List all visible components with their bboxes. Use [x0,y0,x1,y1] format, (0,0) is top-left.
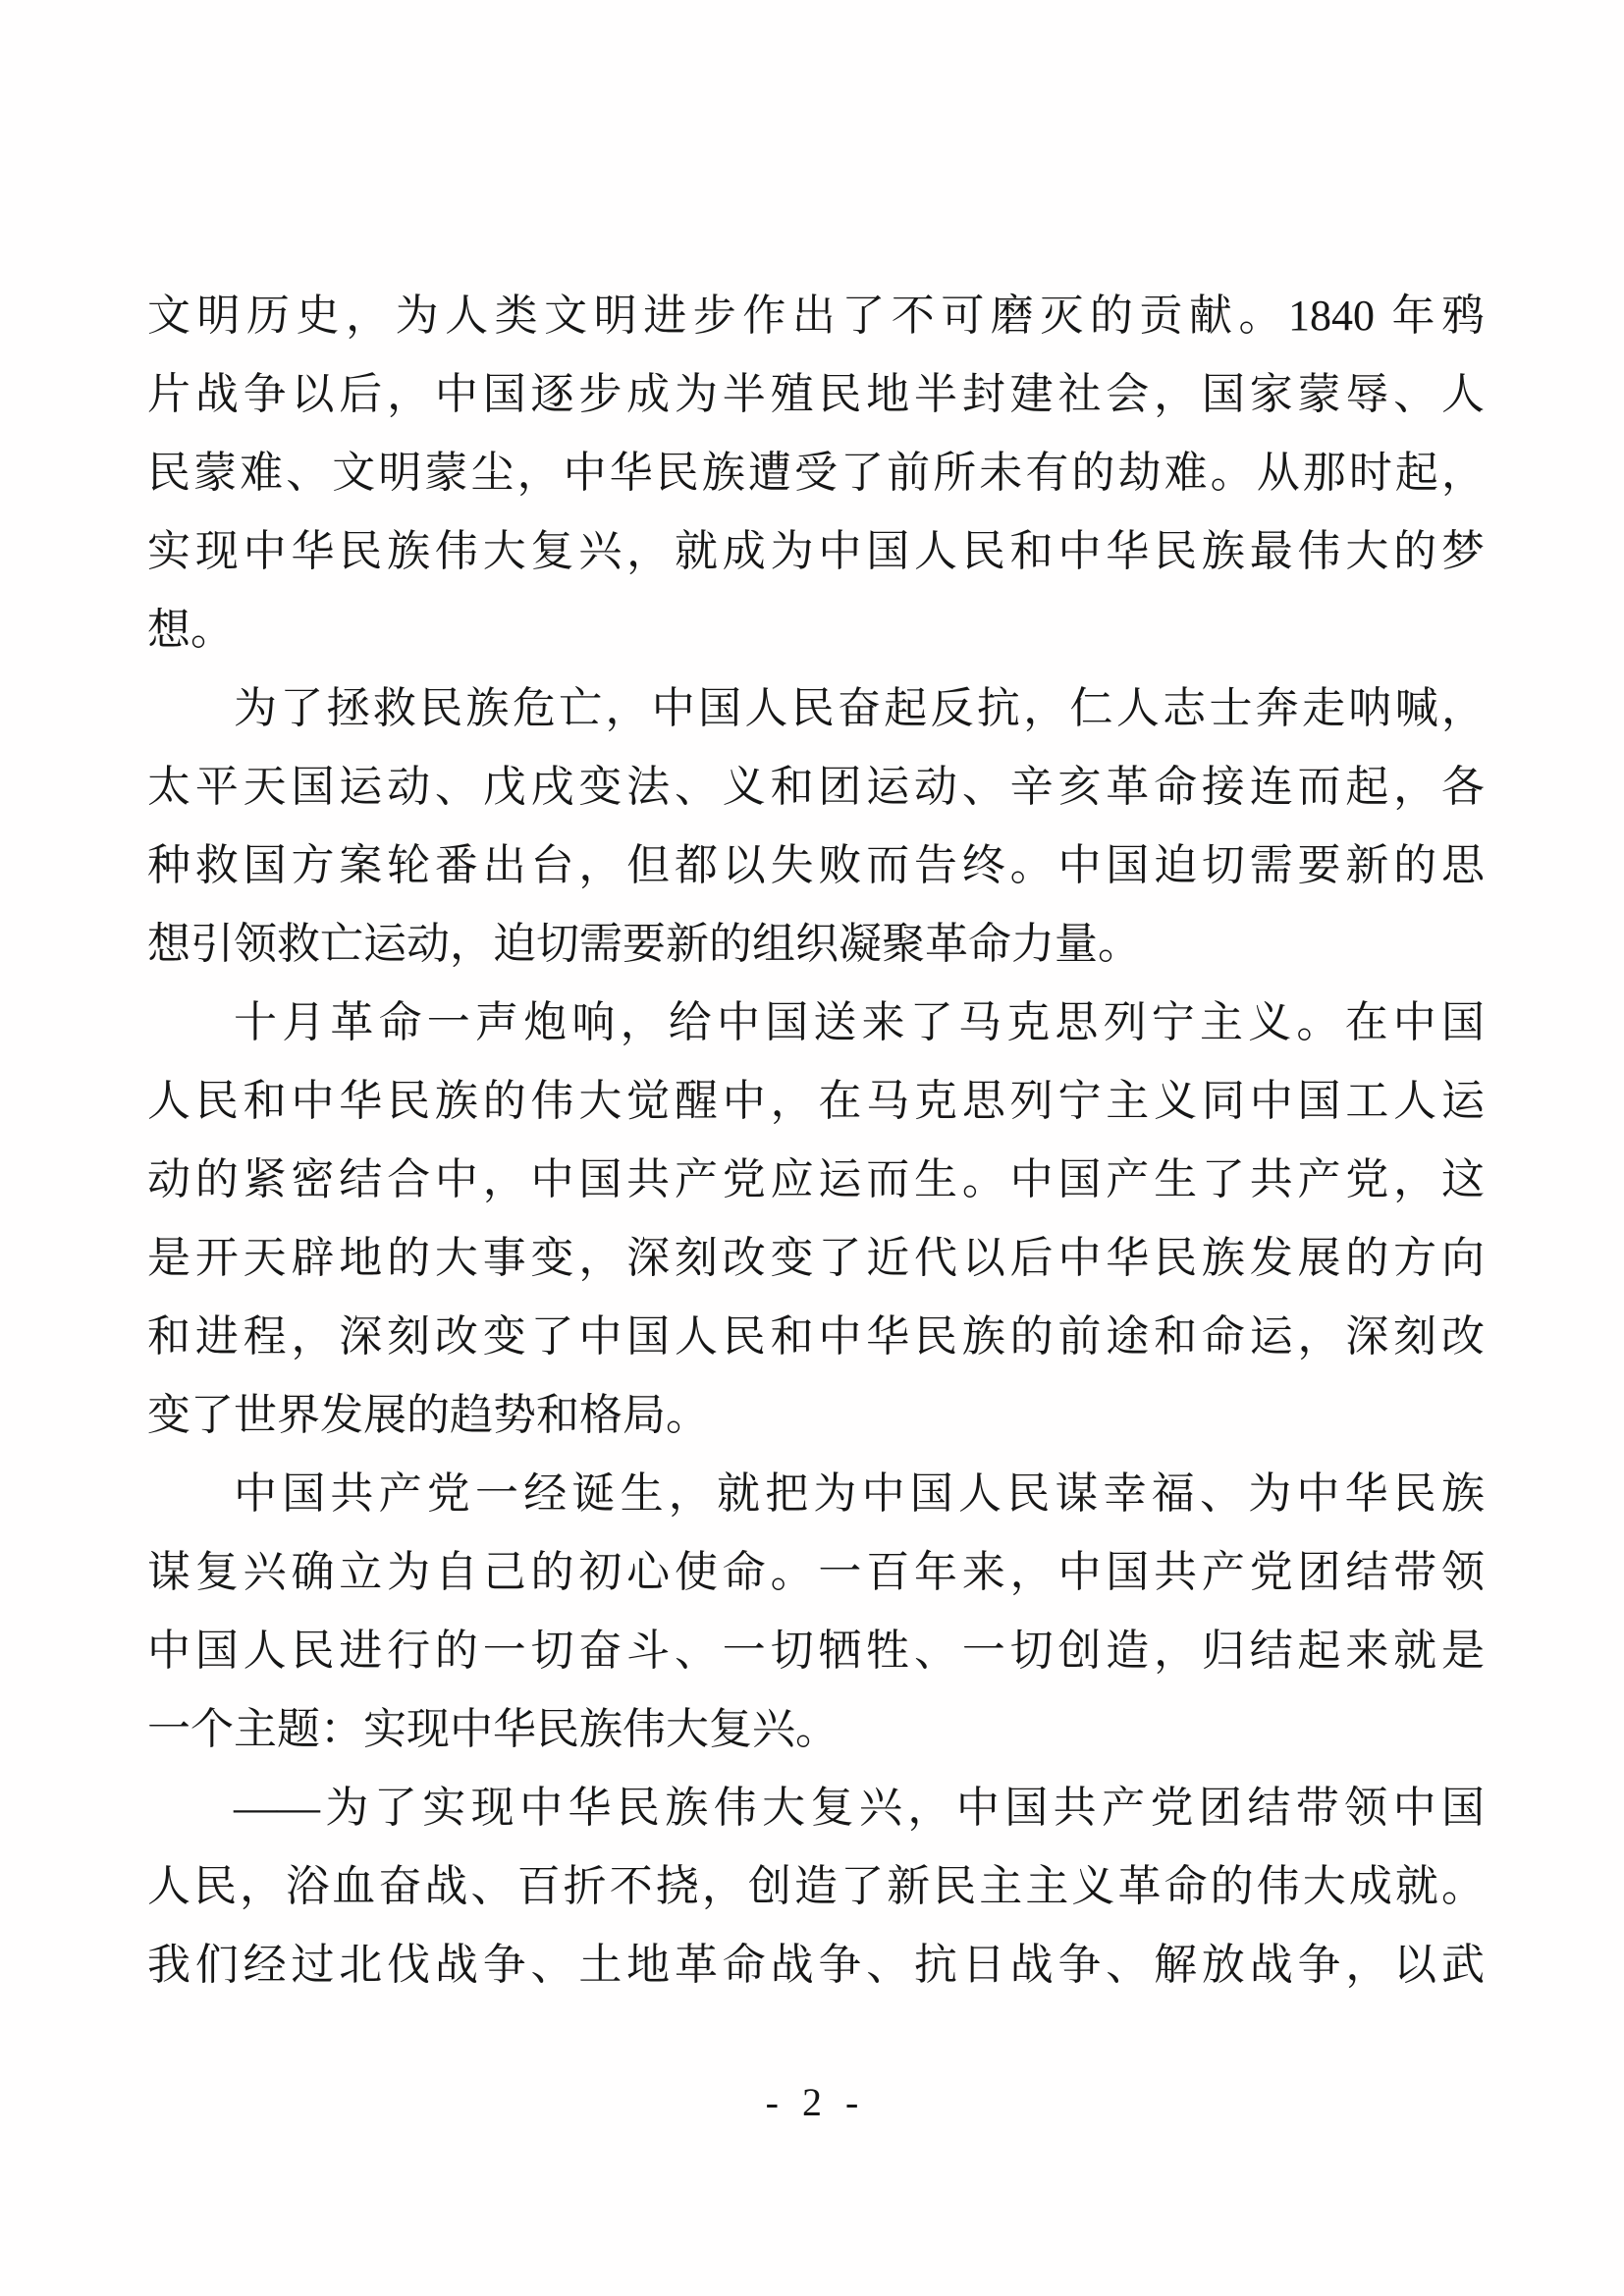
paragraph [147,669,1485,984]
text-line: 和进程，深刻改变了中国人民和中华民族的前途和命运，深刻改 [147,1312,1485,1361]
paragraph [147,984,1485,1455]
text-line: 种救国方案轮番出台，但都以失败而告终。中国迫切需要新的思 [147,841,1485,889]
text-line: 我们经过北伐战争、土地革命战争、抗日战争、解放战争，以武 [147,1941,1485,1989]
text-line: 变了世界发展的趋势和格局。 [147,1391,709,1439]
text-line: 谋复兴确立为自己的初心使命。一百年来，中国共产党团结带领 [147,1548,1485,1596]
text-line: 中国共产党一经诞生，就把为中国人民谋幸福、为中华民族 [234,1469,1485,1518]
page-number: - 2 - [765,2080,859,2124]
text-line: 想引领救亡运动，迫切需要新的组织凝聚革命力量。 [147,920,1141,968]
text-line: 实现中华民族伟大复兴，就成为中国人民和中华民族最伟大的梦 [147,527,1485,575]
paragraph [147,277,1485,669]
text-block [147,277,1485,2004]
text-line: 片战争以后，中国逐步成为半殖民地半封建社会，国家蒙辱、人 [147,370,1485,418]
text-line: 一个主题：实现中华民族伟大复兴。 [147,1705,839,1753]
text-line: 太平天国运动、戊戌变法、义和团运动、辛亥革命接连而起，各 [147,763,1485,811]
text-line: 是开天辟地的大事变，深刻改变了近代以后中华民族发展的方向 [147,1234,1485,1282]
text-line: 人民和中华民族的伟大觉醒中，在马克思列宁主义同中国工人运 [147,1077,1485,1125]
text-line: 十月革命一声炮响，给中国送来了马克思列宁主义。在中国 [234,998,1485,1046]
text-line: 为了拯救民族危亡，中国人民奋起反抗，仁人志士奔走呐喊， [234,684,1485,732]
text-line: 动的紧密结合中，中国共产党应运而生。中国产生了共产党，这 [147,1155,1485,1203]
paragraph [147,1455,1485,1769]
text-line: 想。 [147,606,234,654]
page-footer [0,2073,1624,2132]
text-line: ——为了实现中华民族伟大复兴，中国共产党团结带领中国 [234,1784,1485,1832]
text-line: 中国人民进行的一切奋斗、一切牺牲、一切创造，归结起来就是 [147,1627,1485,1675]
text-line: 人民，浴血奋战、百折不挠，创造了新民主主义革命的伟大成就。 [147,1862,1485,1910]
text-line: 文明历史，为人类文明进步作出了不可磨灭的贡献。1840 年鸦 [147,292,1485,340]
text-line: 民蒙难、文明蒙尘，中华民族遭受了前所未有的劫难。从那时起， [147,449,1485,497]
paragraph [147,1769,1485,2004]
